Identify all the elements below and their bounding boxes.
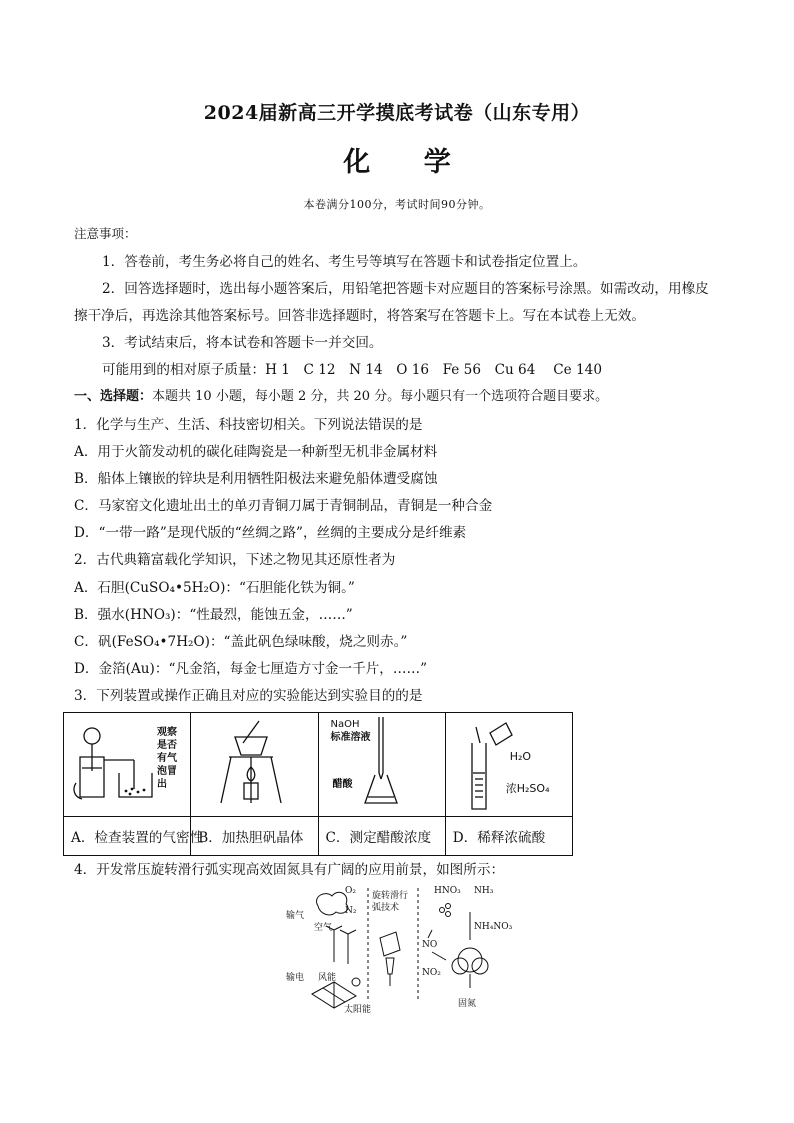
q4-label-arc-1: 旋转滑行 xyxy=(372,891,409,901)
q4-stem: 4．开发常压旋转滑行弧实现高效固氮具有广阔的应用前景，如图所示： xyxy=(74,862,505,878)
q4-label-power: 输电 xyxy=(286,973,305,983)
q4-label-fixation: 固氮 xyxy=(458,999,477,1009)
q4-label-wind: 风能 xyxy=(318,973,337,983)
atomic-masses: 可能用到的相对原子质量：H 1 C 12 N 14 O 16 Fe 56 Cu 64 Ce 140 xyxy=(102,362,602,378)
q1-stem: 1．化学与生产、生活、科技密切相关。下列说法错误的是 xyxy=(74,417,423,433)
q3-caption-d: D．稀释浓硫酸 xyxy=(445,817,572,856)
note-item-2: 2．回答选择题时，选出每小题答案后，用铅笔把答题卡对应题目的答案标号涂黑。如需改动，用橡皮 xyxy=(102,281,709,297)
q3-panel-a-figure xyxy=(64,713,191,817)
note-item-1: 1．答卷前，考生务必将自己的姓名、考生号等填写在答题卡和试卷指定位置上。 xyxy=(102,254,587,270)
exam-title: 2024届新高三开学摸底考试卷（山东专用） xyxy=(203,102,591,124)
q4-label-no: NO xyxy=(422,940,438,950)
note-item-3: 3．考试结束后，将本试卷和答题卡一并交回。 xyxy=(102,335,383,351)
q4-label-arc-2: 弧技术 xyxy=(372,903,400,913)
section-1-text: 本题共 10 小题，每小题 2 分，共 20 分。每小题只有一个选项符合题目要求。 xyxy=(152,389,609,404)
q2-option-b: B．强水(HNO₃)：“性最烈，能蚀五金，……” xyxy=(74,607,353,623)
q4-label-no2: NO₂ xyxy=(422,968,441,978)
q3-a-label-2: 是否 xyxy=(157,740,177,751)
q3-a-label-5: 出 xyxy=(157,779,167,790)
q4-label-nh4no3: NH₄NO₃ xyxy=(474,922,513,932)
q4-nitrogen-fixation-figure xyxy=(282,882,513,1015)
q4-label-o2: O₂ xyxy=(345,886,356,896)
q1-option-c: C．马家窑文化遗址出土的单刃青铜刀属于青铜制品，青铜是一种合金 xyxy=(74,498,493,514)
q3-d-label-acid: 浓H₂SO₄ xyxy=(505,782,550,795)
q3-c-label-standard: 标准溶液 xyxy=(330,732,371,743)
q3-panel-c-figure xyxy=(318,713,445,817)
subject-title: 化 学 xyxy=(343,147,473,178)
q4-label-nh3: NH₃ xyxy=(474,886,494,896)
q3-caption-a: A．检查装置的气密性 xyxy=(64,817,191,856)
note-item-2-cont: 擦干净后，再选涂其他答案标号。回答非选择题时，将答案写在答题卡上。写在本试卷上无效。 xyxy=(74,308,645,324)
section-1-header xyxy=(74,385,608,404)
dilution-apparatus-icon xyxy=(446,713,572,816)
q3-c-label-acid: 醋酸 xyxy=(332,779,353,790)
q3-a-label-3: 有气 xyxy=(157,753,177,764)
q4-label-solar: 太阳能 xyxy=(344,1005,372,1015)
exam-info: 本卷满分100分，考试时间90分钟。 xyxy=(303,198,491,211)
q1-option-b: B．船体上镶嵌的锌块是利用牺牲阳极法来避免船体遭受腐蚀 xyxy=(74,471,438,487)
notes-heading: 注意事项： xyxy=(74,226,137,241)
q3-apparatus-table xyxy=(63,712,573,856)
q3-d-label-water: H₂O xyxy=(509,750,532,763)
q3-c-label-naoh: NaOH xyxy=(330,719,360,730)
q3-a-label-1: 观察 xyxy=(157,727,177,738)
q4-label-n2: N₂ xyxy=(345,906,357,916)
q3-caption-c: C．测定醋酸浓度 xyxy=(318,817,445,856)
q3-caption-b: B．加热胆矾晶体 xyxy=(191,817,318,856)
q3-stem: 3．下列装置或操作正确且对应的实验能达到实验目的的是 xyxy=(74,688,423,704)
q1-option-d: D．“一带一路”是现代版的“丝绸之路”，丝绸的主要成分是纤维素 xyxy=(74,525,467,541)
q3-panel-b-figure xyxy=(191,713,318,817)
q4-label-air: 空气 xyxy=(314,923,333,933)
q4-label-gas-input: 输气 xyxy=(286,911,305,921)
q3-a-label-4: 泡冒 xyxy=(157,766,177,777)
q2-option-a: A．石胆(CuSO₄•5H₂O)：“石胆能化铁为铜。” xyxy=(74,580,355,596)
q2-option-d: D．金箔(Au)：“凡金箔，每金七厘造方寸金一千片，……” xyxy=(74,661,428,677)
section-1-label: 一、选择题： xyxy=(74,389,153,404)
q2-option-c: C．矾(FeSO₄•7H₂O)：“盖此矾色绿味酸，烧之则赤。” xyxy=(74,634,408,650)
q3-panel-d-figure xyxy=(445,713,572,817)
q2-stem: 2．古代典籍富载化学知识，下述之物见其还原性者为 xyxy=(74,552,396,568)
q1-option-a: A．用于火箭发动机的碳化硅陶瓷是一种新型无机非金属材料 xyxy=(74,444,438,460)
q4-label-hno3: HNO₃ xyxy=(434,886,461,896)
crucible-heating-icon xyxy=(191,713,317,816)
